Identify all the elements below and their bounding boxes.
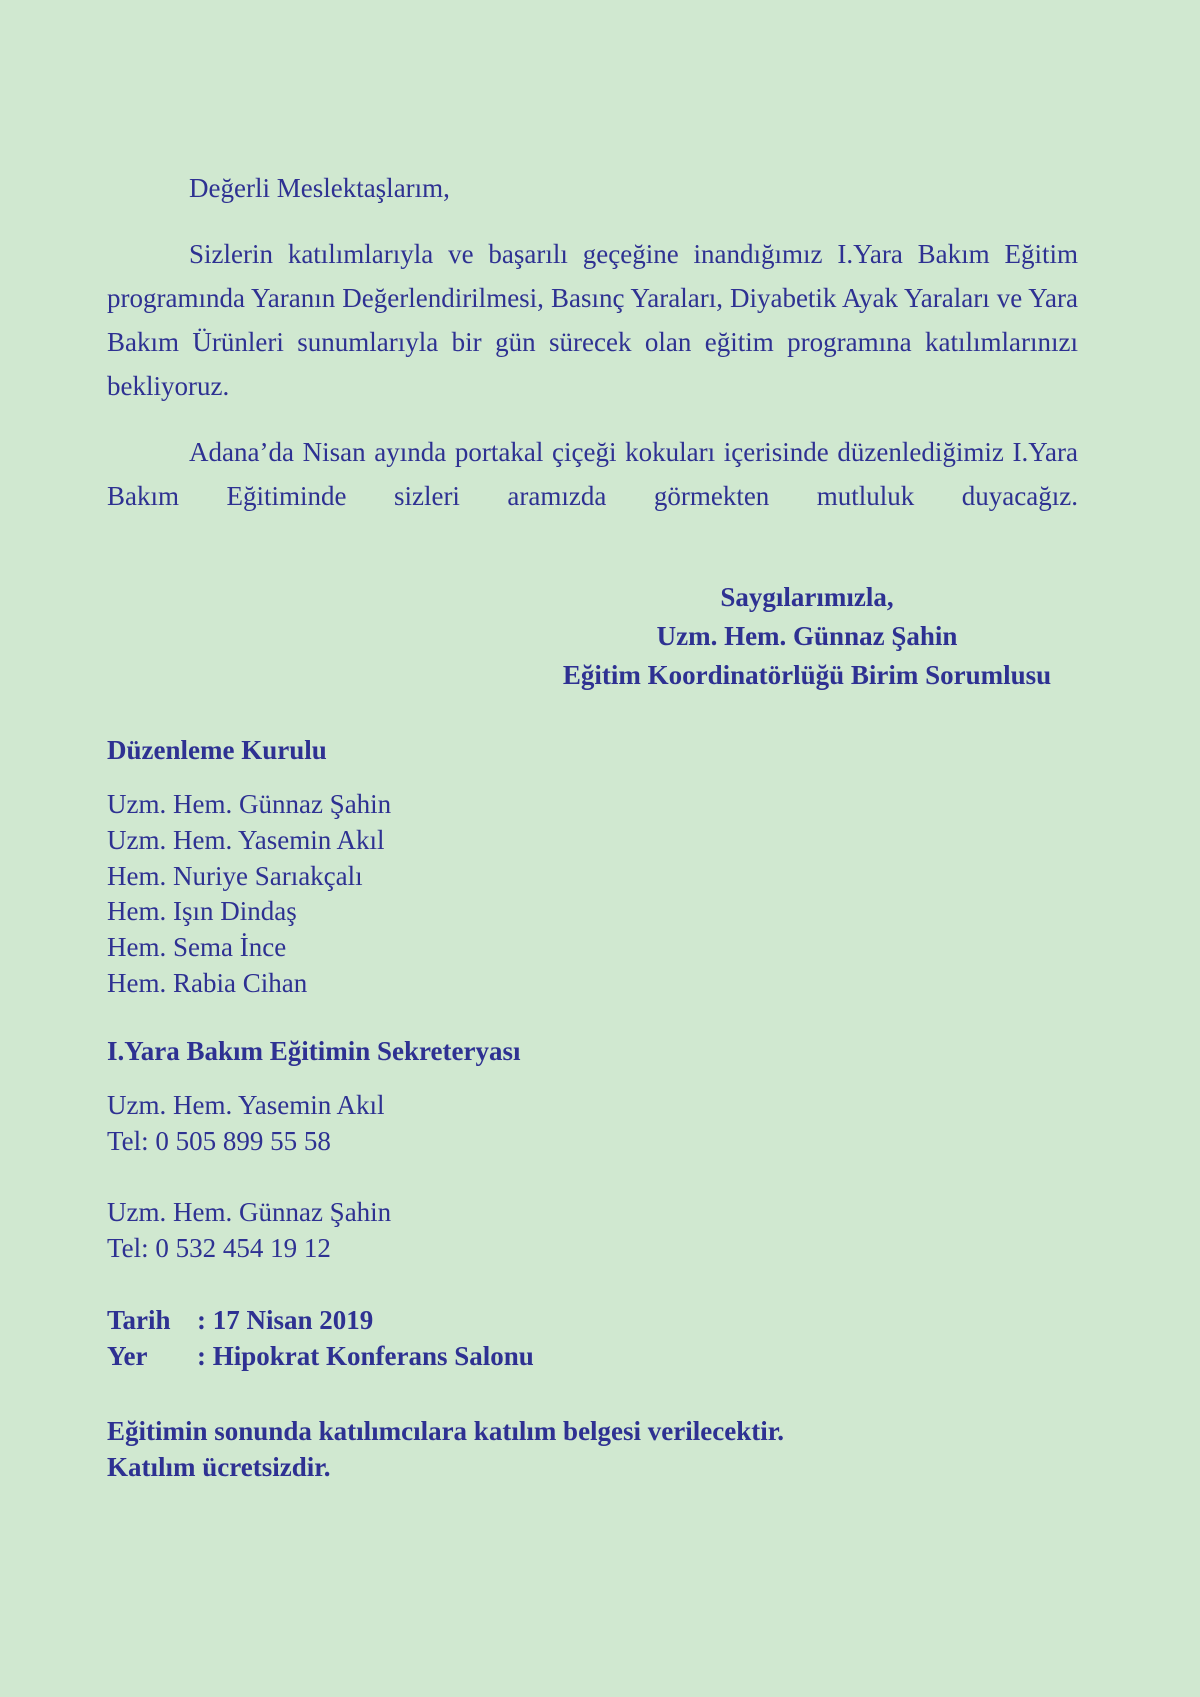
event-date-label: Tarih [107, 1305, 171, 1335]
committee-member: Uzm. Hem. Yasemin Akıl [107, 824, 385, 855]
event-place-value: : Hipokrat Konferans Salonu [197, 1340, 534, 1371]
paragraph-intro-text: Sizlerin katılımlarıyla ve başarılı geçeğine inandığımız I.Yara Bakım Eğitim programında Yaranın Değerlendirilmesi, Basınç Yaraları, Diyabetik Ayak Yaraları ve Yara Bakım Ürünleri sunumlarıyla bir gün sürecek olan eğitim programına katılımlarınızı bekliyoruz. [107, 239, 1078, 401]
committee-list [107, 787, 391, 1002]
paragraph-invitation-text: Adana’da Nisan ayında portakal çiçeği kokuları içerisinde düzenlediğimiz I.Yara Bakım Eğitiminde sizleri aramızda görmekten mutluluk duyacağız. [107, 437, 1078, 511]
signature-block [527, 578, 1087, 695]
event-date-value: : 17 Nisan 2019 [197, 1305, 374, 1335]
committee-member: Hem. Sema İnce [107, 932, 287, 963]
committee-title: Düzenleme Kurulu [107, 735, 327, 765]
signature-title: Eğitim Koordinatörlüğü Birim Sorumlusu [562, 660, 1052, 690]
contact-phone: Tel: 0 532 454 19 12 [107, 1232, 331, 1263]
contact-name: Uzm. Hem. Yasemin Akıl [107, 1090, 385, 1120]
event-place-label: Yer [107, 1340, 148, 1371]
secretariat-contact [107, 1088, 385, 1160]
paragraph-invitation [107, 430, 1078, 518]
signature-closing: Saygılarımızla, [720, 582, 894, 612]
fee-note: Katılım ücretsizdir. [107, 1451, 331, 1482]
secretariat-contact [107, 1195, 391, 1267]
event-date-row [107, 1303, 534, 1339]
paragraph-intro [107, 232, 1078, 408]
certificate-note: Eğitimin sonunda katılımcılara katılım belgesi verilecektir. [107, 1416, 784, 1446]
committee-member: Hem. Işın Dindaş [107, 896, 297, 927]
event-info [107, 1303, 534, 1375]
secretariat-title: I.Yara Bakım Eğitimin Sekreteryası [107, 1036, 521, 1066]
signature-name: Uzm. Hem. Günnaz Şahin [656, 621, 958, 651]
salutation: Değerli Meslektaşlarım, [189, 173, 450, 203]
committee-member: Hem. Nuriye Sarıakçalı [107, 860, 363, 891]
contact-phone: Tel: 0 505 899 55 58 [107, 1125, 331, 1156]
committee-member: Uzm. Hem. Günnaz Şahin [107, 789, 392, 819]
contact-name: Uzm. Hem. Günnaz Şahin [107, 1197, 392, 1227]
committee-member: Hem. Rabia Cihan [107, 967, 308, 998]
event-place-row [107, 1339, 534, 1375]
closing-notes [107, 1414, 784, 1486]
